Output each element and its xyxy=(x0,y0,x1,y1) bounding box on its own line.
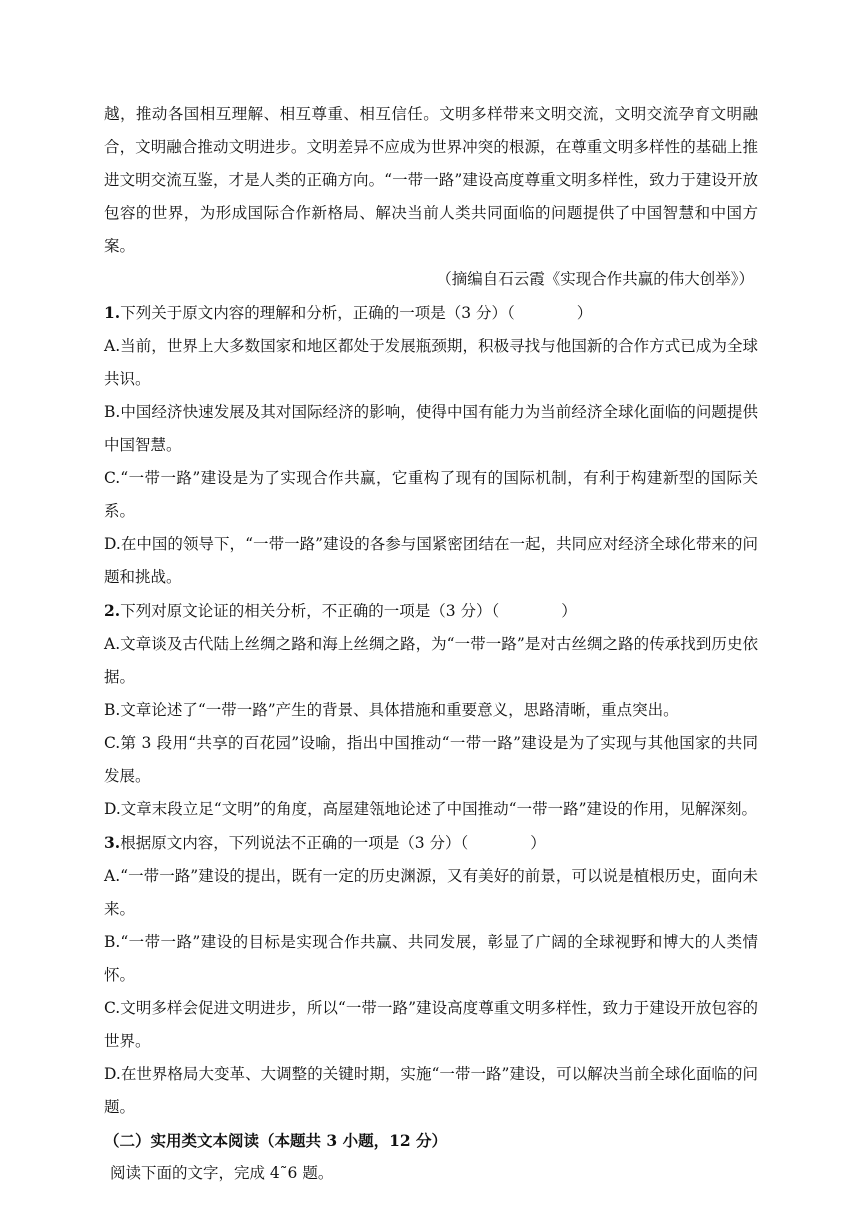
question-stem xyxy=(104,826,758,860)
question-close: ） xyxy=(530,834,546,852)
passage-source: （摘编自石云霞《实现合作共赢的伟大创举》） xyxy=(436,270,754,288)
question-1 xyxy=(104,296,758,594)
question-number: 3. xyxy=(104,833,121,852)
option-c: C.第 3 段用“共享的百花园”设喻，指出中国推动“一带一路”建设是为了实现与其他国家的共同发展。 xyxy=(104,734,758,785)
question-close: ） xyxy=(576,304,593,322)
option-b: B.“一带一路”建设的目标是实现合作共赢、共同发展，彰显了广阔的全球视野和博大的人类情怀。 xyxy=(104,933,758,984)
question-number: 1. xyxy=(104,303,121,322)
option-d: D.文章末段立足“文明”的角度，高屋建瓴地论述了中国推动“一带一路”建设的作用，见解深刻。 xyxy=(104,800,758,818)
option-b: B.文章论述了“一带一路”产生的背景、具体措施和重要意义，思路清晰，重点突出。 xyxy=(104,701,679,719)
question-close: ） xyxy=(561,602,577,620)
option-c: C.“一带一路”建设是为了实现合作共赢，它重构了现有的国际机制，有利于构建新型的国际关系。 xyxy=(104,469,758,520)
option-d: D.在世界格局大变革、大调整的关键时期，实施“一带一路”建设，可以解决当前全球化面临的问题。 xyxy=(104,1065,758,1116)
section-title: （二）实用类文本阅读（本题共 3 小题，12 分） xyxy=(104,1131,448,1150)
question-stem xyxy=(104,296,758,330)
question-text: 下列对原文论证的相关分析，不正确的一项是（3 分）（ xyxy=(120,602,500,620)
option-b: B.中国经济快速发展及其对国际经济的影响，使得中国有能力为当前经济全球化面临的问题提供中国智慧。 xyxy=(104,403,758,454)
option-c: C.文明多样会促进文明进步，所以“一带一路”建设高度尊重文明多样性，致力于建设开放包容的世界。 xyxy=(104,999,758,1050)
question-2 xyxy=(104,594,758,826)
option-a: A.当前，世界上大多数国家和地区都处于发展瓶颈期，积极寻找与他国新的合作方式已成为全球共识。 xyxy=(104,337,758,388)
passage-paragraph: 越，推动各国相互理解、相互尊重、相互信任。文明多样带来文明交流，文明交流孕育文明融合，文明融合推动文明进步。文明差异不应成为世界冲突的根源，在尊重文明多样性的基础上推进文明交流互鉴，才是人类的正确方向。“一带一路”建设高度尊重文明多样性，致力于建设开放包容的世界，为形成国际合作新格局、解决当前人类共同面临的问题提供了中国智慧和中国方案。 xyxy=(104,105,758,255)
question-3 xyxy=(104,826,758,1124)
question-text: 下列关于原文内容的理解和分析，正确的一项是（3 分）（ xyxy=(120,304,515,322)
option-a: A.“一带一路”建设的提出，既有一定的历史渊源，又有美好的前景，可以说是植根历史，面向未来。 xyxy=(104,867,758,918)
question-text: 根据原文内容，下列说法不正确的一项是（3 分）（ xyxy=(120,834,469,852)
question-stem xyxy=(104,594,758,628)
option-d: D.在中国的领导下，“一带一路”建设的各参与国紧密团结在一起，共同应对经济全球化带来的问题和挑战。 xyxy=(104,535,758,586)
section-instruction: 阅读下面的文字，完成 4˜6 题。 xyxy=(110,1164,334,1182)
exam-page xyxy=(104,98,758,1190)
option-a: A.文章谈及古代陆上丝绸之路和海上丝绸之路，为“一带一路”是对古丝绸之路的传承找到历史依据。 xyxy=(104,635,758,686)
question-number: 2. xyxy=(104,601,121,620)
